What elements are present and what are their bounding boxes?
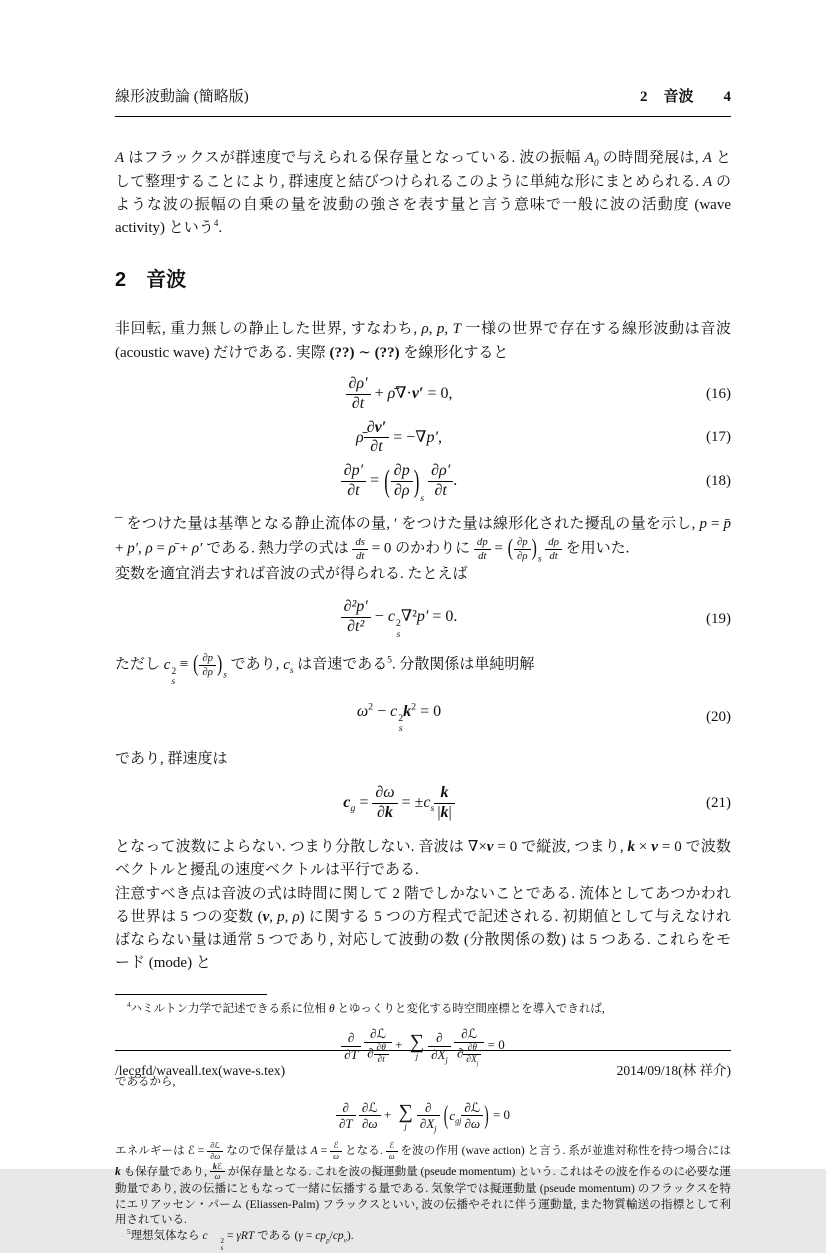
footer-file-path: /lecgfd/waveall.tex(wave-s.tex) bbox=[115, 1063, 286, 1078]
section-heading bbox=[115, 265, 731, 296]
paragraph-sound-speed: ただし c 2 s ≡ ( $\frac{\partial p}{\partial\rho}$ ) s であり, $c_s$ は音速である$^5$. 分散関係は単純明解 bbox=[115, 651, 535, 687]
paragraph-modes: 注意すべき点は音波の式は時間に関して 2 階でしかないことである. 流体としてあつかわれる世界は 5 つの変数 (v, p, ρ) に関する 5 つの方程式で記述される. 初期値として与えなければならない量は通常 5 つであり, 対応して波動の数 (分散関係の数) は 5 つある. これらをモード (mode) と bbox=[115, 885, 732, 972]
header-title: 線形波動論 (簡略版) bbox=[115, 89, 249, 105]
page-header bbox=[115, 86, 731, 117]
equation-18-number: (18) bbox=[706, 473, 731, 489]
equation-18 bbox=[115, 462, 731, 504]
equation-21-body: $c_g$ = $\frac{\partial\omega}{\partial k}$ = $\pm c_s$ $\frac{k}{|k|}$ bbox=[115, 784, 683, 823]
paragraph-nondispersive: となって波数によらない. つまり分散しない. 音波は ∇×v = 0 で縦波, つまり, k × v = 0 で波数ベクトルと擾乱の速度ベクトルは平行である. bbox=[115, 839, 732, 879]
equation-20 bbox=[115, 700, 731, 735]
equation-18-body: $\frac{\partial p'}{\partial t}$ = ( $\frac{\partial p}{\partial\rho}$ ) s $\frac{\partial\rho'}{\partial t}$ . bbox=[115, 462, 683, 501]
equation-20-body: $\omega^2 - c$ 2 s $k^2 = 0$ bbox=[356, 701, 442, 735]
header-section-number: 2 bbox=[639, 89, 648, 105]
equation-16-body: $\frac{\partial\rho'}{\partial t}$ + ρ̄∇·v′ = 0, bbox=[115, 375, 683, 414]
footnote-4-intro: $^4$ハミルトン力学で記述できる系に位相 θ とゆっくりと変化する時空間座標とを導入できれば, bbox=[127, 1000, 605, 1015]
header-section-title: 音波 bbox=[663, 89, 694, 105]
equation-17 bbox=[115, 419, 731, 458]
footnote-4-equation-2: $\frac{\partial}{\partial T}$ $\frac{\text{∂ℒ}}{\partial\omega}$ + ∑ j $\frac{\partial}{\partial X_j}$ ( $c_{gj}$ $\frac{\text{∂ℒ}}{\partial\omega}$ ) = 0 bbox=[115, 1100, 731, 1132]
equation-20-number: (20) bbox=[706, 708, 731, 725]
equation-17-body: ρ̄ $\frac{\partial v'}{\partial t}$ = −∇p′, bbox=[356, 418, 442, 456]
footnote-4-body: エネルギーは ℰ = $\frac{\text{∂ℒ}}{\partial\omega}$ なので保存量は A = $\frac{\text{ℰ}}{\omega}$ となる. $\frac{\text{ℰ}}{\omega}$ を波の作用 (wave action) と言う. 系が並進対称性を持つ場合には k も保存量であり, $\frac{\text{kℰ}}{\omega}$ が保存量となる. これを波の擬運動量 (pseude momentum) という. これはその波を作るのに必要な運動量であり, 波の伝播にともなって一緒に伝播する量である. 気象学では擬運動量 (pseude momentum) のフラックスを特にエリアッセン・パーム (Eliassen-Palm) フラックスといい, 波の伝播やそれに伴う運動量, また物質輸送の指標として利用されている. bbox=[115, 1141, 732, 1227]
equation-19-body: $\frac{\text{∂²p′}}{\text{∂t²}}$ − c 2 s ∇²p′ = 0. bbox=[115, 598, 683, 640]
footer-date-author: 2014/09/18(林 祥介) bbox=[616, 1063, 731, 1078]
paragraph-intro: 非回転, 重力無しの静止した世界, すなわち, ρ, p, T 一様の世界で存在する線形波動は音波 (acoustic wave) だけである. 実際 (??) ∼ (??) を線形化すると bbox=[115, 321, 731, 361]
header-section-info bbox=[640, 86, 731, 109]
equation-21 bbox=[115, 784, 731, 823]
page-footer bbox=[115, 1050, 731, 1082]
paragraph-notation: ¯ をつけた量は基準となる静止流体の量, ′ をつけた量は線形化された擾乱の量を示し, p = p̄ + p′, ρ = ρ̄ + ρ′ である. 熱力学の式は $\frac{ds}{dt}$ = 0 のかわりに $\frac{dp}{dt}$ = ( $\frac{\partial p}{\partial\rho}$ ) s $\frac{d\rho}{dt}$ を用いた. bbox=[115, 516, 731, 565]
header-page-number: 4 bbox=[723, 89, 731, 105]
equation-16 bbox=[115, 375, 731, 414]
equation-group-16-18 bbox=[115, 374, 731, 504]
footnote-separator bbox=[115, 994, 267, 995]
paragraph-group-velocity-lead: であり, 群速度は bbox=[115, 751, 228, 768]
footnote-5: $^5$理想気体なら c 2 s = γRT である $(\gamma = cp_p/cp_v)$. bbox=[127, 1228, 354, 1253]
equation-19-number: (19) bbox=[706, 610, 731, 627]
paragraph-eliminate-variables: 変数を適宜消去すれば音波の式が得られる. たとえば bbox=[115, 565, 468, 582]
equation-17-number: (17) bbox=[706, 429, 731, 446]
footnote-4-mid: であるから, bbox=[115, 1076, 176, 1089]
section-number: 2 bbox=[115, 269, 127, 292]
footnotes bbox=[115, 994, 731, 1253]
equation-21-number: (21) bbox=[706, 795, 731, 812]
paragraph-wave-activity: A はフラックスが群速度で与えられる保存量となっている. 波の振幅 $A_0$ の時間発展は, A として整理することにより, 群速度と結びつけられるこのように単純な形にまとめられる. A のような波の振幅の自乗の量を波動の強さを表す量と言う意味で一般に波の活動度 (wave activity) という$^4$. bbox=[115, 150, 731, 236]
equation-19 bbox=[115, 598, 731, 640]
equation-16-number: (16) bbox=[706, 385, 731, 402]
section-title: 音波 bbox=[146, 269, 187, 292]
footnote-4-equation-1: $\frac{\partial}{\partial T}$ ∂ℒ ∂ $\frac{\partial\theta}{\partial t}$ + ∑ j $\frac{\partial}{\partial X_j}$ ∂ℒ ∂ $\frac{\partial\theta}{\partial X_j}$ = 0 bbox=[115, 1026, 731, 1066]
